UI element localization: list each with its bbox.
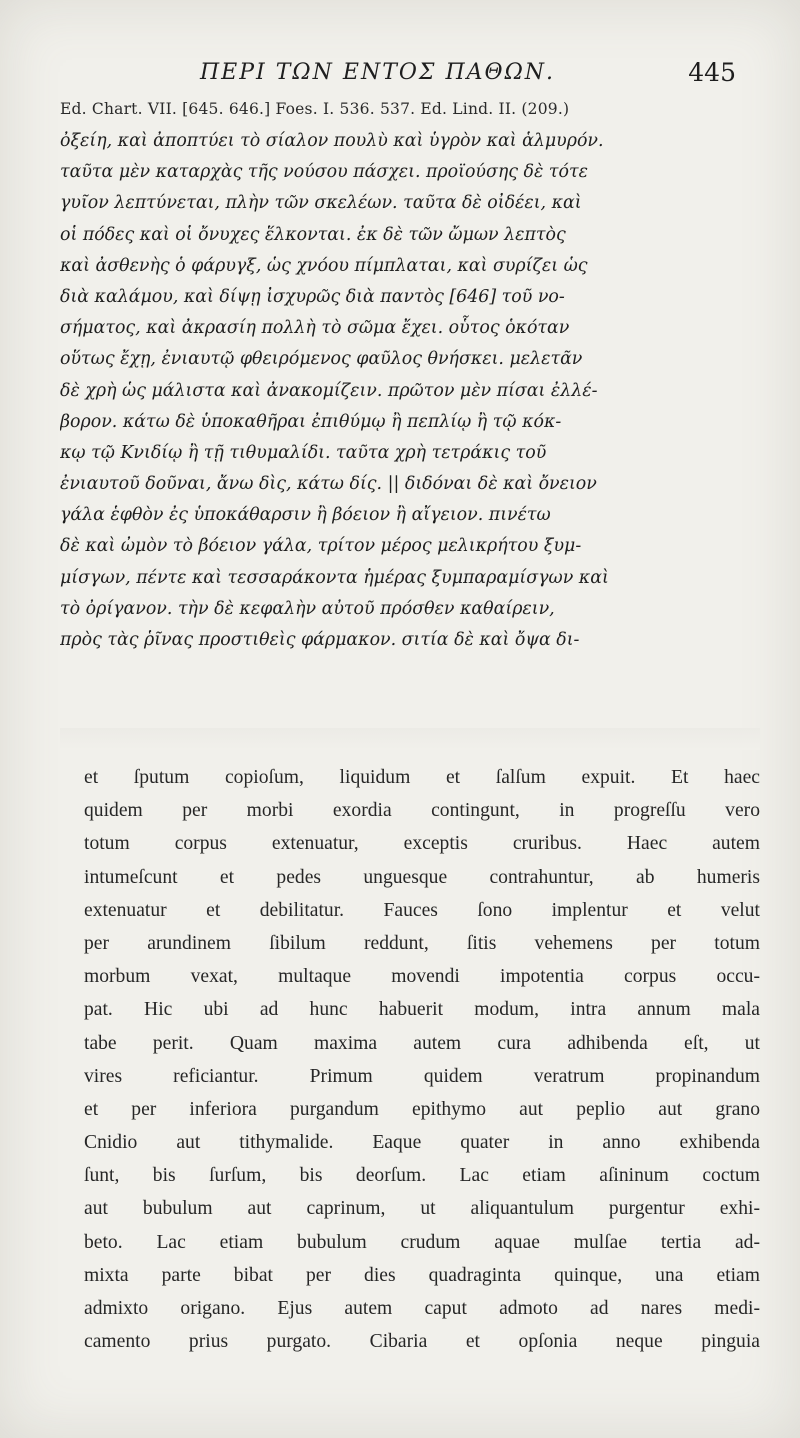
show-through-strip: [60, 728, 760, 750]
page-number: 445: [688, 58, 736, 87]
latin-text-line: vires reficiantur. Primum quidem veratrum propinandum: [84, 1065, 760, 1087]
greek-text-line: ταῦτα μὲν καταρχὰς τῆς νούσου πάσχει. προϊούσης δὲ τότε: [60, 162, 588, 183]
greek-text-line: βορον. κάτω δὲ ὑποκαθῆραι ἐπιθύμῳ ἢ πεπλίῳ ἢ τῷ κόκ-: [60, 411, 562, 432]
latin-text-line: camento prius purgato. Cibaria et opſonia neque pinguia: [84, 1331, 760, 1353]
latin-text-line: totum corpus extenuatur, exceptis cruribus. Haec autem: [84, 833, 760, 855]
latin-text-line: intumeſcunt et pedes unguesque contrahuntur, ab humeris: [84, 866, 760, 888]
latin-text-line: pat. Hic ubi ad hunc habuerit modum, intra annum mala: [84, 999, 760, 1021]
latin-text-line: per arundinem ſibilum reddunt, ſitis vehemens per totum: [84, 932, 760, 954]
greek-text-line: οἱ πόδες καὶ οἱ ὄνυχες ἕλκονται. ἐκ δὲ τῶν ὤμων λεπτὸς: [60, 224, 566, 245]
latin-text-line: admixto origano. Ejus autem caput admoto ad nares medi-: [84, 1298, 760, 1319]
greek-text-block: [60, 126, 772, 656]
greek-text-line: σήματος, καὶ ἀκρασίη πολλὴ τὸ σῶμα ἔχει. οὗτος ὁκόταν: [60, 318, 570, 339]
latin-text-line: extenuatur et debilitatur. Fauces ſono implentur et velut: [84, 899, 760, 921]
latin-text-line: et ſputum copioſum, liquidum et ſalſum expuit. Et haec: [84, 767, 760, 788]
latin-text-line: ſunt, bis ſurſum, bis deorſum. Lac etiam aſininum coctum: [84, 1165, 760, 1187]
greek-text-line: πρὸς τὰς ῥῖνας προστιθεὶς φάρμακον. σιτία δὲ καὶ ὄψα δι-: [60, 630, 580, 650]
greek-text-line: δὲ χρὴ ὡς μάλιστα καὶ ἀνακομίζειν. πρῶτον μὲν πίσαι ἐλλέ-: [60, 380, 598, 401]
greek-text-line: ἐνιαυτοῦ δοῦναι, ἄνω δὶς, κάτω δίς. || διδόναι δὲ καὶ ὄνειον: [60, 474, 597, 495]
greek-text-line: γυῖον λεπτύνεται, πλὴν τῶν σκελέων. ταῦτα δὲ οἰδέει, καὶ: [60, 193, 582, 214]
edition-reference: Ed. Chart. VII. [645. 646.] Foes. I. 536. 537. Ed. Lind. II. (209.): [60, 100, 570, 118]
latin-text-line: beto. Lac etiam bubulum crudum aquae mulſae tertia ad-: [84, 1231, 760, 1253]
greek-text-line: μίσγων, πέντε καὶ τεσσαράκοντα ἡμέρας ξυμπαραμίσγων καὶ: [60, 567, 609, 588]
latin-text-line: Cnidio aut tithymalide. Eaque quater in anno exhibenda: [84, 1132, 760, 1154]
latin-text-line: mixta parte bibat per dies quadraginta quinque, una etiam: [84, 1264, 760, 1286]
header-title: ΠΕΡΙ ΤΩΝ ΕΝΤΟΣ ΠΑΘΩΝ.: [200, 60, 556, 85]
latin-text-line: quidem per morbi exordia contingunt, in progreſſu vero: [84, 800, 760, 822]
greek-text-line: κῳ τῷ Κνιδίῳ ἢ τῇ τιθυμαλίδι. ταῦτα χρὴ τετράκις τοῦ: [60, 442, 547, 463]
running-header: [200, 58, 750, 94]
greek-text-line: τὸ ὀρίγανον. τὴν δὲ κεφαλὴν αὐτοῦ πρόσθεν καθαίρειν,: [60, 598, 555, 619]
latin-text-line: aut bubulum aut caprinum, ut aliquantulum purgentur exhi-: [84, 1198, 760, 1220]
latin-text-line: et per inferiora purgandum epithymo aut peplio aut grano: [84, 1098, 760, 1120]
greek-text-line: γάλα ἑφθὸν ἐς ὑποκάθαρσιν ἢ βόειον ἢ αἴγειον. πινέτω: [60, 505, 551, 526]
greek-text-line: οὕτως ἔχῃ, ἐνιαυτῷ φθειρόμενος φαῦλος θνήσκει. μελετᾶν: [60, 349, 583, 370]
greek-text-line: δὲ καὶ ὠμὸν τὸ βόειον γάλα, τρίτον μέρος μελικρήτου ξυμ-: [60, 536, 582, 557]
latin-text-line: tabe perit. Quam maxima autem cura adhibenda eſt, ut: [84, 1032, 760, 1054]
latin-text-block: [84, 761, 760, 1358]
greek-text-line: διὰ καλάμου, καὶ δίψῃ ἰσχυρῶς διὰ παντὸς [646] τοῦ νο-: [60, 286, 565, 307]
greek-text-line: καὶ ἀσθενὴς ὁ φάρυγξ, ὡς χνόου πίμπλαται, καὶ συρίζει ὡς: [60, 255, 588, 276]
latin-text-line: morbum vexat, multaque movendi impotentia corpus occu-: [84, 966, 760, 988]
greek-text-line: ὀξείη, καὶ ἀποπτύει τὸ σίαλον πουλὺ καὶ ὑγρὸν καὶ ἁλμυρόν.: [60, 131, 604, 151]
